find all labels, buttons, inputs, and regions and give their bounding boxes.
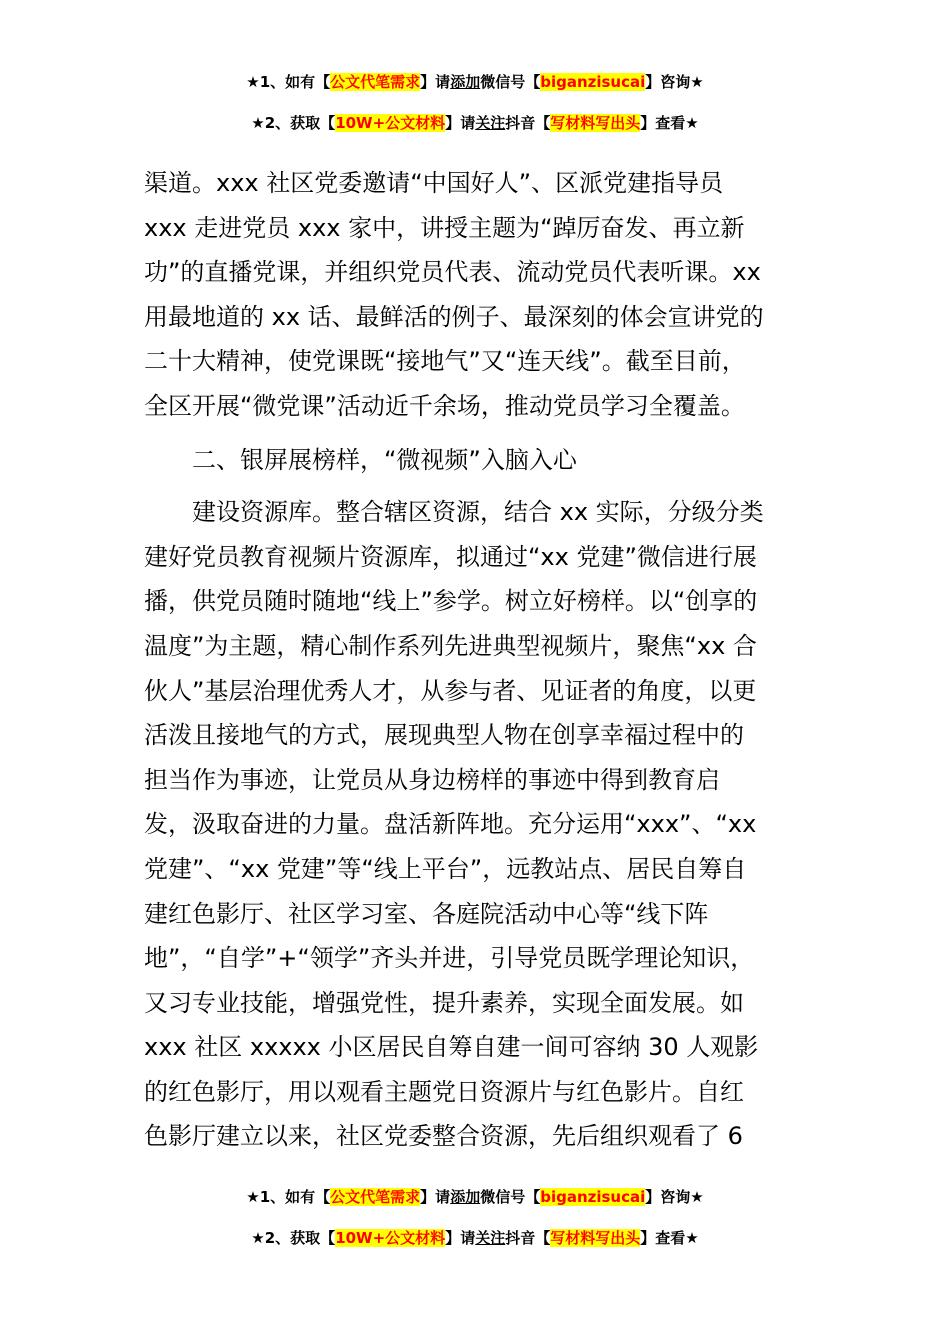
body-line: 渠道。xxx 社区党委邀请“中国好人”、区派党建指导员 [144,169,724,197]
banner-text: 抖音【 [505,114,551,132]
body-line: 发，汲取奋进的力量。盘活新阵地。充分运用“xxx”、“xx [144,810,757,839]
banner-highlight: biganzisucai [540,1188,646,1206]
document-body [144,161,808,1159]
footer-banner-line-1 [0,1186,950,1208]
section-heading: 二、银屏展榜样，“微视频”入脑入心 [192,445,577,474]
banner-text: 微信号【 [480,1188,541,1206]
banner-text: 抖音【 [505,1229,551,1247]
banner-text: 微信号【 [480,73,541,91]
banner-text: ★1、如有【 [246,73,331,91]
body-line: 功”的直播党课，并组织党员代表、流动党员代表听课。xx [144,258,761,287]
body-line: 建红色影厅、社区学习室、各庭院活动中心等“线下阵 [144,899,709,928]
banner-highlight: 10W+公文材料 [335,1229,446,1247]
body-line: 又习专业技能，增强党性，提升素养，实现全面发展。如 [144,988,744,1017]
banner-text: ★1、如有【 [246,1188,331,1206]
banner-highlight: 10W+公文材料 [335,114,446,132]
body-line: 用最地道的 xx 话、最鲜活的例子、最深刻的体会宣讲党的 [144,302,764,331]
banner-text: 】咨询★ [645,1188,704,1206]
body-line: 建设资源库。整合辖区资源，结合 xx 实际，分级分类 [192,498,764,527]
body-line: 的红色影厅，用以观看主题党日资源片与红色影片。自红 [144,1077,744,1106]
body-line: xxx 社区 xxxxx 小区居民自筹自建一间可容纳 30 人观影 [144,1033,759,1062]
banner-underline: 添加 [450,1188,481,1206]
banner-highlight: 写材料写出头 [550,114,641,132]
banner-text: 】查看★ [640,1229,699,1247]
body-line: 地”，“自学”+“领学”齐头并进，引导党员既学理论知识， [144,944,755,973]
body-line: xxx 走进党员 xxx 家中，讲授主题为“踔厉奋发、再立新 [144,213,745,242]
banner-text: 】咨询★ [645,73,704,91]
banner-highlight: biganzisucai [540,73,646,91]
banner-text: 】请 [445,114,476,132]
body-line: 全区开展“微党课”活动近千余场，推动党员学习全覆盖。 [144,391,745,420]
body-line: 播，供党员随时随地“线上”参学。树立好榜样。以“创享的 [144,587,758,616]
header-banner-line-1 [0,71,950,93]
footer-banner-line-2 [0,1227,950,1249]
header-banner-line-2 [0,112,950,134]
banner-text: 】请 [445,1229,476,1247]
banner-text: 】请 [420,1188,451,1206]
body-line: 党建”、“xx 党建”等“线上平台”，远教站点、居民自筹自 [144,854,747,883]
banner-text: 】请 [420,73,451,91]
banner-highlight: 公文代笔需求 [330,73,421,91]
body-line: 建好党员教育视频片资源库，拟通过“xx 党建”微信进行展 [144,542,757,571]
banner-highlight: 公文代笔需求 [330,1188,421,1206]
banner-text: 】查看★ [640,114,699,132]
banner-underline: 添加 [450,73,481,91]
banner-highlight: 写材料写出头 [550,1229,641,1247]
banner-underline: 关注 [475,1229,506,1247]
body-line: 二十大精神，使党课既“接地气”又“连天线”。截至目前， [144,347,746,376]
banner-text: ★2、获取【 [251,114,336,132]
body-line: 活泼且接地气的方式，展现典型人物在创享幸福过程中的 [144,721,744,750]
banner-underline: 关注 [475,114,506,132]
body-line: 伙人”基层治理优秀人才，从参与者、见证者的角度，以更 [144,676,757,705]
body-line: 色影厅建立以来，社区党委整合资源，先后组织观看了 6 [144,1122,743,1151]
body-line: 担当作为事迹，让党员从身边榜样的事迹中得到教育启 [144,765,720,794]
banner-text: ★2、获取【 [251,1229,336,1247]
body-line: 温度”为主题，精心制作系列先进典型视频片，聚焦“xx 合 [144,631,757,660]
